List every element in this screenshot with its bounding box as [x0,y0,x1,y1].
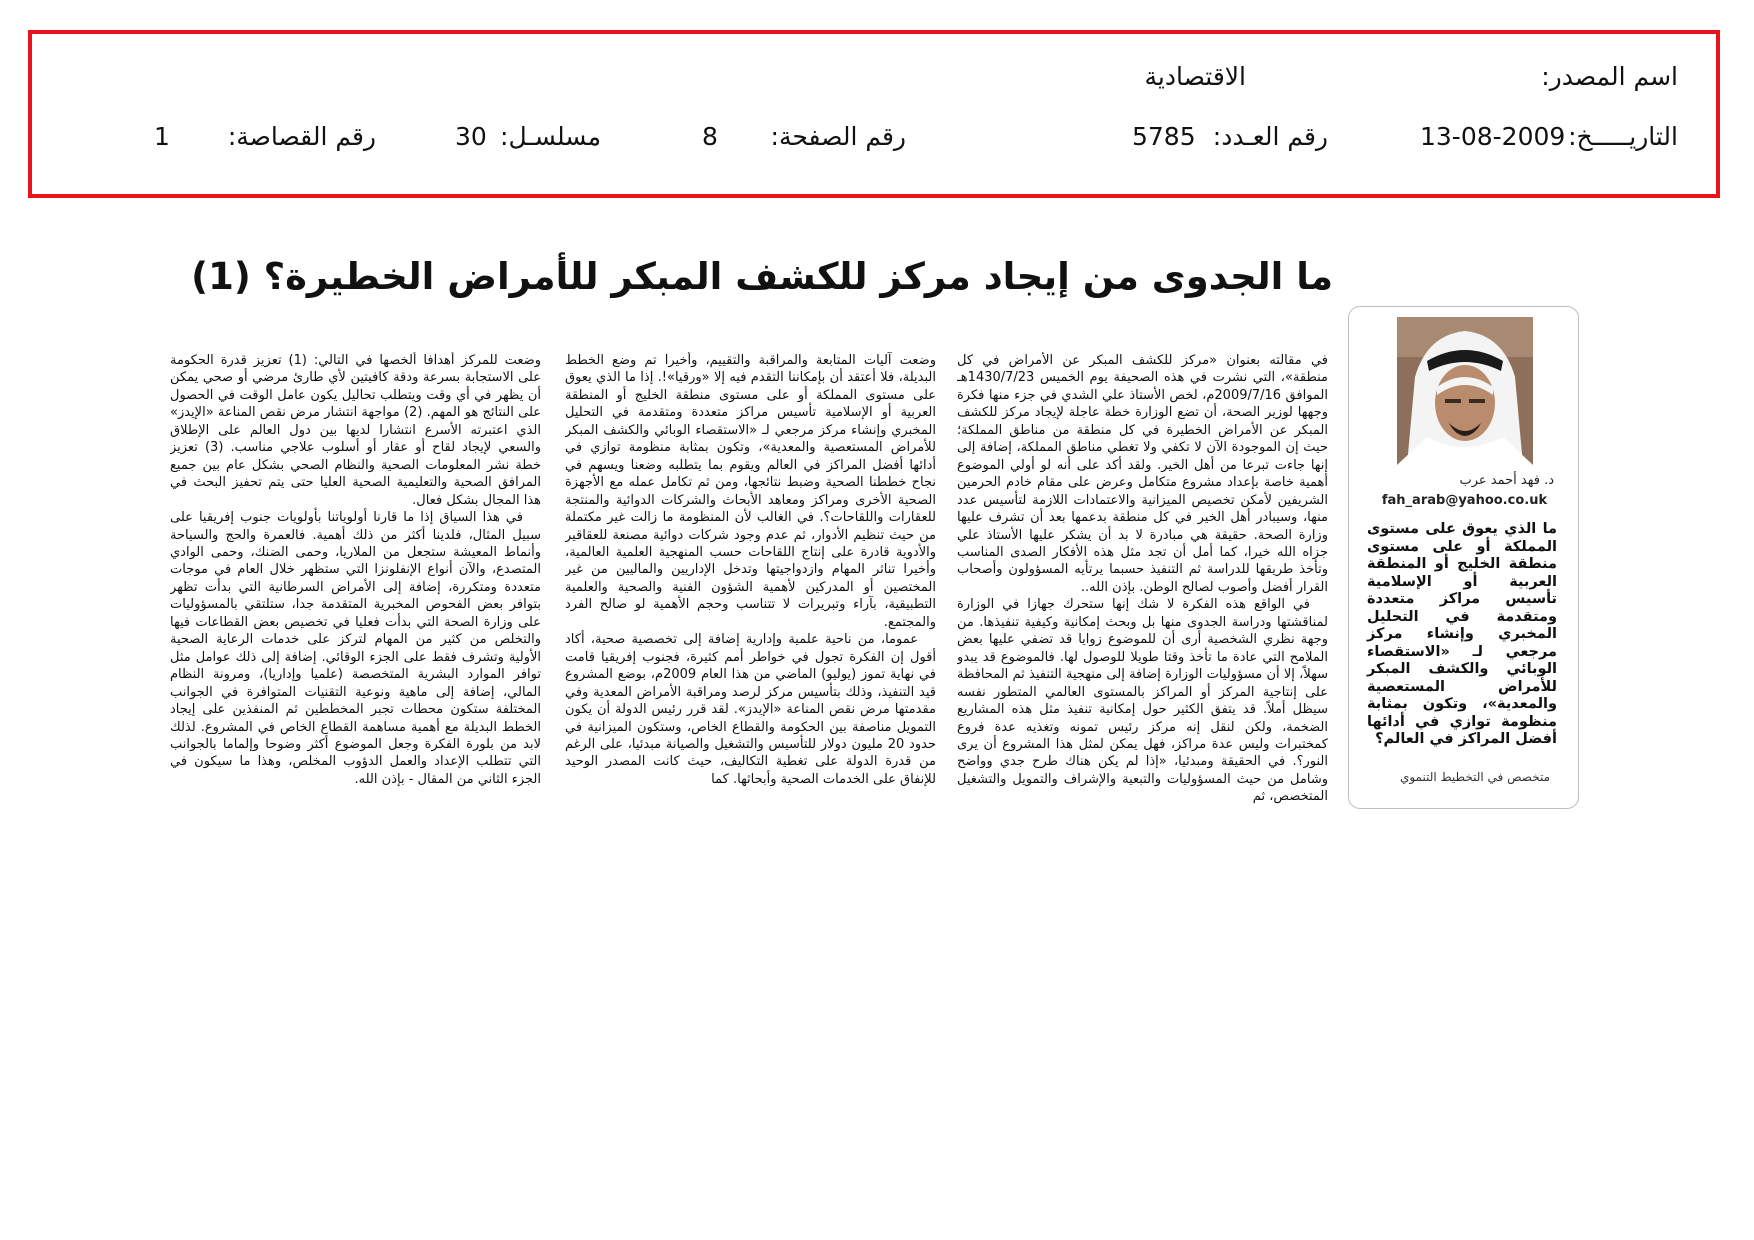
date-value: 13-08-2009 [1420,122,1566,151]
source-label: اسم المصدر: [1541,62,1678,91]
author-sidebar [1348,306,1579,809]
date-label: التاريـــــخ: [1568,122,1678,151]
article-paragraph: عموما، من ناحية علمية وإدارية إضافة إلى تخصصية صحية، أكاد أقول إن الفكرة تجول في خواطر أمم كثيرة، فجنوب إفريقيا قامت في نهاية تموز (يوليو) الماضي من هذا العام 2009م، بوضع المشروع قيد التنفيذ، وذلك بتأسيس مركز لرصد ومراقبة الأمراض المعدية وفي مقدمتها مرض نقص المناعة «الإيدز». لقد قرر رئيس الدولة أن يكون التمويل مناصفة بين الحكومة والقطاع الخاص، وستكون الميزانية في حدود 20 مليون دولار للتأسيس والتشغيل والصيانة مبدئيا، على الرغم من قدرة الدولة على تغطية التكاليف، حيث كانت المصدر الوحيد للإنفاق على الخدمات الصحية وأبحاثها. كما [565,632,936,787]
author-title: متخصص في التخطيط التنموي [1399,770,1550,784]
issue-label: رقم العـدد: [1212,122,1328,151]
clip-value: 1 [154,122,170,151]
source-value: الاقتصادية [1144,62,1246,91]
issue-value: 5785 [1132,122,1196,151]
article-paragraph: في مقالته بعنوان «مركز للكشف المبكر عن الأمراض في كل منطقة»، التي نشرت في هذه الصحيفة يوم الخميس 1430/7/23هـ الموافق 2009/7/16م، لخص الأستاذ علي الشدي في جزء منها فكرة وجهها لوزير الصحة، أن تضع الوزارة خطة عاجلة لإيجاد مركز للكشف المبكر عن الأمراض الخطيرة في كل منطقة من مناطق المملكة؛ حيث إن الموجودة الآن لا تكفي ولا تغطي مناطق المملكة، إضافة إلى إنها جاءت تبرعا من أهل الخير. ولقد أكد على أنه لو أولي الموضوع أهمية خاصة بإعداد مشروع متكامل وعرض على مقام خادم الحرمين الشريفين لأمكن تخصيص الميزانية والاعتمادات اللازمة لتأسيس عدد منها، وسيبادر أهل الخير في كل منطقة بدعمها بعد أن تشرف عليها وزارة الصحة. حقيقة هي مبادرة لا بد أن يشكر عليها الأستاذ علي جزاه الله خيرا، كما أمل أن تجد مثل هذه الأفكار الصدى المناسب وتأخذ طريقها للدراسة ثم التنفيذ حسبما يرتأيه المسؤولون وأصحاب القرار أفضل وأصوب لصالح الوطن. بإذن الله.. [957,353,1328,595]
clipping-metadata-box [28,30,1720,198]
serial-value: 30 [455,122,487,151]
pull-quote: ما الذي يعوق على مستوى المملكة أو على مستوى منطقة الخليج أو المنطقة العربية أو الإسلامية تأسيس مراكز متعددة ومتقدمة في التحليل المخبري وإنشاء مركز مرجعي لـ «الاستقصاء الوبائي والكشف المبكر للأمراض المستعصية والمعدية»، وتكون بمثابة منظومة توازي في أدائها أفضل المراكز في العالم؟ [1367,521,1557,747]
serial-label: مسلسـل: [500,122,601,151]
article-column-2 [565,352,936,958]
author-photo [1397,317,1533,465]
article-paragraph: وضعت للمركز أهدافا ألخصها في التالي: (1) تعزيز قدرة الحكومة على الاستجابة بسرعة ودقة كافيتين لأي طارئ مرضي أو صحي يمكن أن يظهر في أي وقت ويتطلب تحاليل يكون عامل الوقت في الحصول على النتائج هو المهم. (2) مواجهة انتشار مرض نقص المناعة «الإيدز» الذي اعتبرته الأسرع انتشارا لديها بين دول العالم على الإطلاق والسعي لإيجاد لقاح أو عقار أو أسلوب علاجي مناسب. (3) تعزيز خطة نشر المعلومات الصحية والنظام الصحي بشكل عام بين جميع المرافق الصحية والتعليمية الصحية العليا حتى يتم تحفيز البحث في هذا المجال بشكل فعال. [170,353,541,508]
clip-label: رقم القصاصة: [227,122,376,151]
article-headline: ما الجدوى من إيجاد مركز للكشف المبكر للأمراض الخطيرة؟ (1) [191,255,1333,298]
article-paragraph: في الواقع هذه الفكرة لا شك إنها ستحرك جهازا في الوزارة لمناقشتها ودراسة الجدوى منها بل وبحث إمكانية وكيفية تنفيذها. من وجهة نظري الشخصية أرى أن للموضوع زوايا قد تضفي عليها بعض الملامح التي عادة ما تأخذ وقتا طويلا للوصول لها. فالموضوع قد يبدو سهلاً، إلا أن مسؤوليات الوزارة إضافة إلى منهجية التنفيذ ثم المحافظة على إنتاجية المركز أو المراكز بالمستوى العالمي المتطور نفسه سيظل أملاً. قد يتفق الكثير حول إمكانية تنفيذ مثل هذه المشاريع الضخمة، ولكن لنقل إنه مركز رئيس تمونه وتغذيه عدة فروع كمختبرات وليس عدة مراكز، فهل يمكن لمثل هذا المشروع أن يرى النور؟. في الحقيقة ومبدئيا، «إذا لم يكن هناك طرح جدي وواضح وشامل من حيث المسؤوليات والتبعية والإشراف والتمويل والتشغيل المتخصص، ثم [957,597,1328,805]
article-paragraph: في هذا السياق إذا ما قارنا أولوياتنا بأولويات جنوب إفريقيا على سبيل المثال، فلدينا أكثر من ذلك أهمية. فالعمرة والحج والسياحة وأنماط المعيشة ستجعل من الملاريا، وحمى الضنك، وحمى الوادي المتصدع، والآن أنواع الإنفلونزا التي ستظهر خلال العام في موجات متعددة ومتكررة، إضافة إلى الأمراض السرطانية التي بدأت تظهر بتوافر بعض الفحوص المخبرية المتقدمة جدا، ستلتقي بالمسؤوليات على وزارة الصحة التي بدأت فعليا في تخصيص بعض القطاعات فيها والتخلص من كثير من المهام لتركز على خدمات الرعاية الصحية الأولية وتشرف فقط على الجزء الوقائي. إضافة إلى ذلك عوامل مثل توافر الموارد البشرية المتخصصة (علميا وإداريا)، ومرونة النظام المالي، إضافة إلى ماهية ونوعية التقنيات المتوافرة في الجوانب المختلفة ستكون محطات تجبر المخططين ثم المنفذين على إيجاد الخطط البديلة مع أهمية مساهمة القطاع الخاص في المشروع. لذلك لابد من بلورة الفكرة وجعل الموضوع أكثر وضوحا وإلماما بالجوانب التي تتطلب الإعداد والعمل الدؤوب المخلص، وهذا ما سيكون في الجزء الثاني من المقال - بإذن الله. [170,510,541,787]
author-email: fah_arab@yahoo.co.uk [1381,493,1548,508]
author-name: د. فهد أحمد عرب [1459,473,1554,488]
article-column-1 [957,352,1328,958]
page-value: 8 [702,122,718,151]
article-paragraph: وضعت آليات المتابعة والمراقبة والتقييم، وأخيرا تم وضع الخطط البديلة، فلا أعتقد أن بإمكاننا التقدم فيه إلا «ورقيا»!. إذا ما الذي يعوق على مستوى المملكة أو على مستوى منطقة الخليج أو المنطقة العربية أو الإسلامية تأسيس مراكز متعددة ومتقدمة في التحليل المخبري وإنشاء مركز مرجعي لـ «الاستقصاء الوبائي والكشف المبكر للأمراض المستعصية والمعدية»، وتكون بمثابة منظومة توازي في أدائها أفضل المراكز في العالم ويقوم بما يتطلبه وضعنا ويسهم في نجاح خططنا الصحية وضبط نتائجها، ومن ثم تكامل عمله مع الأجهزة الصحية الأخرى ومراكز ومعاهد الأبحاث والشركات الدوائية والمنتجة للعقارات واللقاحات؟. في الغالب لأن المنظومة ما زالت غير مكتملة من حيث تنظيم الأدوار، ثم عدم وجود شركات دوائية مصنعة للعقاقير والأدوية قادرة على إنتاج اللقاحات حسب المنهجية العلمية العالمية، وأخيرا تناثر المهام وازدواجيتها وتدخل الإداريين والماليين من غير المختصين أو المدركين لأهمية الشؤون الفنية والصحية والعلمية التطبيقية، بآراء وتبريرات لا تتناسب وحجم الأهمية لو صالح الفرد والمجتمع. [565,353,936,630]
article-column-3 [170,352,541,958]
page-label: رقم الصفحة: [770,122,906,151]
